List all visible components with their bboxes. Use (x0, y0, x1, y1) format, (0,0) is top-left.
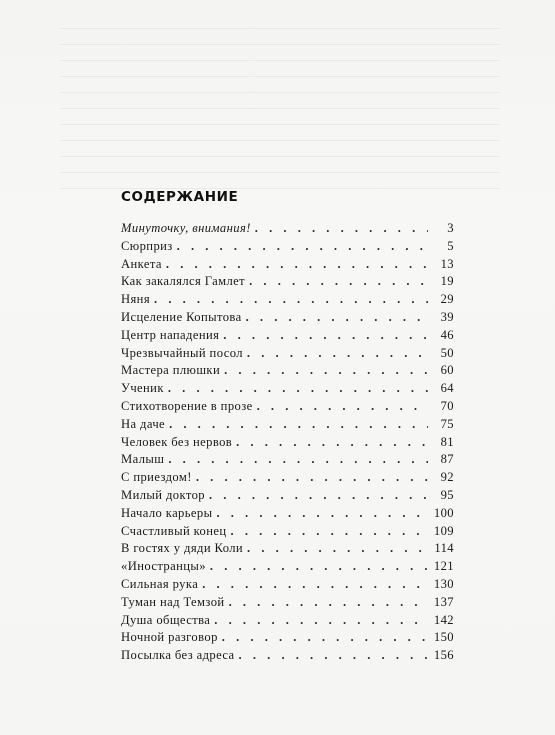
toc-entry (121, 558, 454, 576)
toc-entry-title: Ученик (121, 381, 164, 396)
toc-leader-dots (202, 576, 428, 594)
toc-leader-dots (177, 238, 428, 256)
toc-entry-page: 75 (440, 416, 454, 431)
toc-entry-title: Сюрприз (121, 238, 173, 253)
toc-entry (121, 220, 454, 238)
toc-entry-title: Начало карьеры (121, 505, 213, 520)
toc-leader-dots (210, 558, 428, 576)
toc-entry-title: Анкета (121, 256, 162, 271)
toc-entry-title: Душа общества (121, 612, 211, 627)
toc-entry-title: «Иностранцы» (121, 559, 206, 574)
toc-entry (121, 345, 454, 363)
toc-entry-page: 3 (447, 221, 454, 235)
toc-entry (121, 451, 454, 469)
toc-entry-title: Малыш (121, 452, 165, 467)
toc-entry-page: 60 (440, 363, 454, 378)
toc-entry (121, 256, 454, 274)
toc-entry-title: Милый доктор (121, 487, 205, 502)
toc-leader-dots (257, 398, 428, 416)
toc-entry (121, 505, 454, 523)
toc-entry-title: Центр нападения (121, 327, 220, 342)
toc-entry-title: Чрезвычайный посол (121, 345, 243, 360)
toc-leader-dots (239, 647, 428, 665)
toc-entry (121, 416, 454, 434)
toc-entry (121, 273, 454, 291)
toc-entry-page: 5 (447, 238, 454, 253)
toc-entry (121, 523, 454, 541)
toc-entry-page: 142 (433, 612, 454, 627)
toc-leader-dots (214, 612, 428, 630)
toc-entry-page: 46 (440, 327, 454, 342)
toc-leader-dots (223, 327, 428, 345)
toc-entry-title: Человек без нервов (121, 434, 233, 449)
toc-entry-title: Няня (121, 292, 151, 307)
toc-leader-dots (196, 469, 428, 487)
toc-leader-dots (231, 523, 428, 541)
toc-entry-title: Мастера плюшки (121, 363, 221, 378)
toc-leader-dots (247, 540, 428, 558)
toc-entry (121, 612, 454, 630)
toc-leader-dots (246, 309, 428, 327)
toc-entry-page: 130 (433, 576, 454, 591)
toc-entry-title: Посылка без адреса (121, 648, 235, 663)
toc-entry (121, 327, 454, 345)
toc-entry-page: 29 (440, 292, 454, 307)
toc-entry-title: С приездом! (121, 470, 192, 485)
toc-entry-list (121, 220, 454, 665)
toc-leader-dots (249, 273, 428, 291)
toc-entry (121, 629, 454, 647)
toc-leader-dots (224, 362, 428, 380)
toc-entry-title: Сильная рука (121, 576, 199, 591)
toc-leader-dots (209, 487, 428, 505)
toc-leader-dots (166, 256, 428, 274)
toc-entry-page: 121 (433, 559, 454, 574)
toc-entry-title: Исцеление Копытова (121, 309, 242, 324)
toc-entry-title: Стихотворение в прозе (121, 398, 253, 413)
toc-entry (121, 594, 454, 612)
toc-entry-page: 39 (440, 309, 454, 324)
toc-entry-page: 50 (440, 345, 454, 360)
toc-entry-page: 109 (433, 523, 454, 538)
toc-leader-dots (247, 345, 428, 363)
toc-entry-page: 114 (434, 541, 454, 556)
toc-entry-title: На даче (121, 416, 166, 431)
toc-leader-dots (169, 416, 428, 434)
toc-entry-title: В гостях у дяди Коли (121, 541, 244, 556)
toc-entry-title: Ночной разговор (121, 630, 218, 645)
toc-leader-dots (216, 505, 428, 523)
toc-entry (121, 647, 454, 665)
toc-leader-dots (154, 291, 428, 309)
toc-entry-page: 100 (433, 505, 454, 520)
toc-entry-page: 70 (440, 398, 454, 413)
table-of-contents (121, 188, 454, 665)
toc-entry (121, 309, 454, 327)
toc-entry-page: 95 (440, 487, 454, 502)
toc-entry (121, 487, 454, 505)
toc-entry-title: Туман над Темзой (121, 594, 225, 609)
toc-entry-title: Как закалялся Гамлет (121, 274, 246, 289)
toc-leader-dots (236, 434, 428, 452)
show-through-text (60, 28, 500, 198)
toc-entry (121, 540, 454, 558)
toc-entry-page: 87 (440, 452, 454, 467)
toc-entry-title: Минуточку, внимания! (121, 221, 251, 235)
toc-entry-title: Счастливый конец (121, 523, 227, 538)
toc-entry (121, 380, 454, 398)
toc-entry (121, 469, 454, 487)
toc-entry (121, 362, 454, 380)
toc-entry-page: 19 (440, 274, 454, 289)
toc-entry (121, 434, 454, 452)
toc-entry-page: 156 (433, 648, 454, 663)
toc-entry (121, 398, 454, 416)
toc-leader-dots (168, 451, 428, 469)
toc-heading: СОДЕРЖАНИЕ (121, 189, 239, 205)
toc-entry (121, 238, 454, 256)
toc-entry-page: 81 (440, 434, 454, 449)
toc-entry-page: 137 (433, 594, 454, 609)
toc-leader-dots (168, 380, 428, 398)
toc-entry-page: 13 (440, 256, 454, 271)
toc-entry (121, 576, 454, 594)
toc-leader-dots (222, 629, 428, 647)
toc-entry-page: 64 (440, 381, 454, 396)
toc-leader-dots (255, 220, 428, 238)
toc-entry-page: 92 (440, 470, 454, 485)
toc-entry-page: 150 (433, 630, 454, 645)
toc-entry (121, 291, 454, 309)
toc-leader-dots (229, 594, 428, 612)
